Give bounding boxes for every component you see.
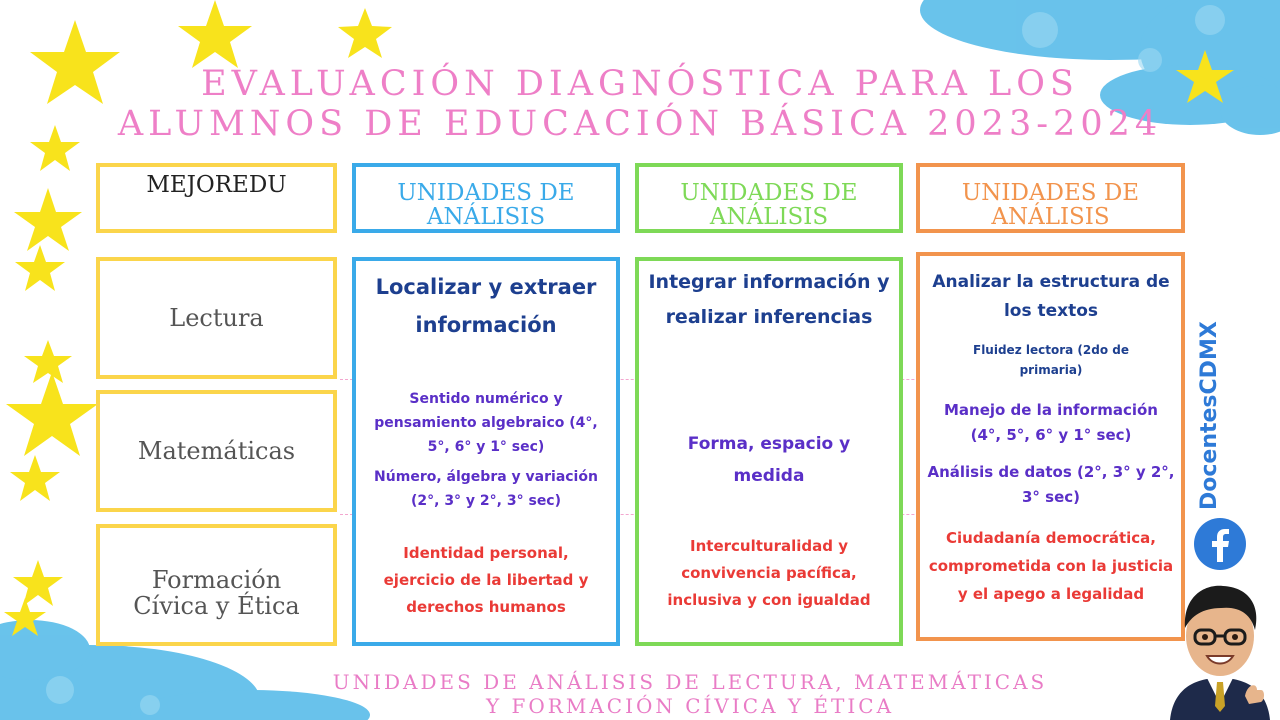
col3-mat-2: Análisis de datos (2°, 3° y 2°, 3° sec) <box>927 463 1175 506</box>
title-line-1: EVALUACIÓN DIAGNÓSTICA PARA LOS <box>201 64 1079 104</box>
header-col2: UNIDADES DE ANÁLISIS <box>680 180 858 230</box>
header-label: MEJOREDU <box>146 172 287 198</box>
header-col1-box <box>352 163 620 233</box>
footer-line-1: UNIDADES DE ANÁLISIS DE LECTURA, MATEMÁTICAS <box>332 670 1048 694</box>
facebook-icon <box>1194 518 1246 570</box>
col3-fce: Ciudadanía democrática, comprometida con la justicia y el apego a legalidad <box>928 529 1174 603</box>
col1-fce: Identidad personal, ejercicio de la libertad y derechos humanos <box>383 544 589 616</box>
footer-line-2: Y FORMACIÓN CÍVICA Y ÉTICA <box>485 694 895 718</box>
subject-lectura-label: Lectura <box>169 304 264 332</box>
col1-lectura: Localizar y extraer información <box>375 275 597 337</box>
title-line-2: ALUMNOS DE EDUCACIÓN BÁSICA 2023-2024 <box>117 104 1163 144</box>
col2-mat: Forma, espacio y medida <box>687 434 851 486</box>
subject-matematicas <box>96 390 337 512</box>
col3-lectura-sub: Fluidez lectora (2do de primaria) <box>973 343 1129 377</box>
col1-mat-2: Número, álgebra y variación (2°, 3° y 2°, 3° sec) <box>374 469 598 509</box>
teacher-avatar <box>1165 578 1275 720</box>
watermark-text: DocentesCDMX <box>1197 321 1222 510</box>
subject-formacion-label: Formación Cívica y Ética <box>133 566 300 620</box>
subject-lectura <box>96 257 337 379</box>
col1-mat-1: Sentido numérico y pensamiento algebraico (4°, 5°, 6° y 1° sec) <box>374 391 598 455</box>
header-label-box <box>96 163 337 233</box>
page-title <box>60 64 1220 144</box>
subject-formacion <box>96 524 337 646</box>
footer-subtitle <box>250 670 1130 718</box>
col3-lectura: Analizar la estructura de los textos <box>932 272 1170 321</box>
subject-matematicas-label: Matemáticas <box>137 437 296 465</box>
header-col3: UNIDADES DE ANÁLISIS <box>961 180 1140 230</box>
header-col3-box <box>916 163 1185 233</box>
col2-fce: Interculturalidad y convivencia pacífica, inclusiva y con igualdad <box>667 537 871 609</box>
col3-mat-1: Manejo de la información (4°, 5°, 6° y 1° sec) <box>943 401 1158 444</box>
header-col1: UNIDADES DE ANÁLISIS <box>397 180 575 230</box>
watermark <box>1192 321 1228 510</box>
col2-lectura: Integrar información y realizar inferencias <box>648 271 890 328</box>
header-col2-box <box>635 163 903 233</box>
